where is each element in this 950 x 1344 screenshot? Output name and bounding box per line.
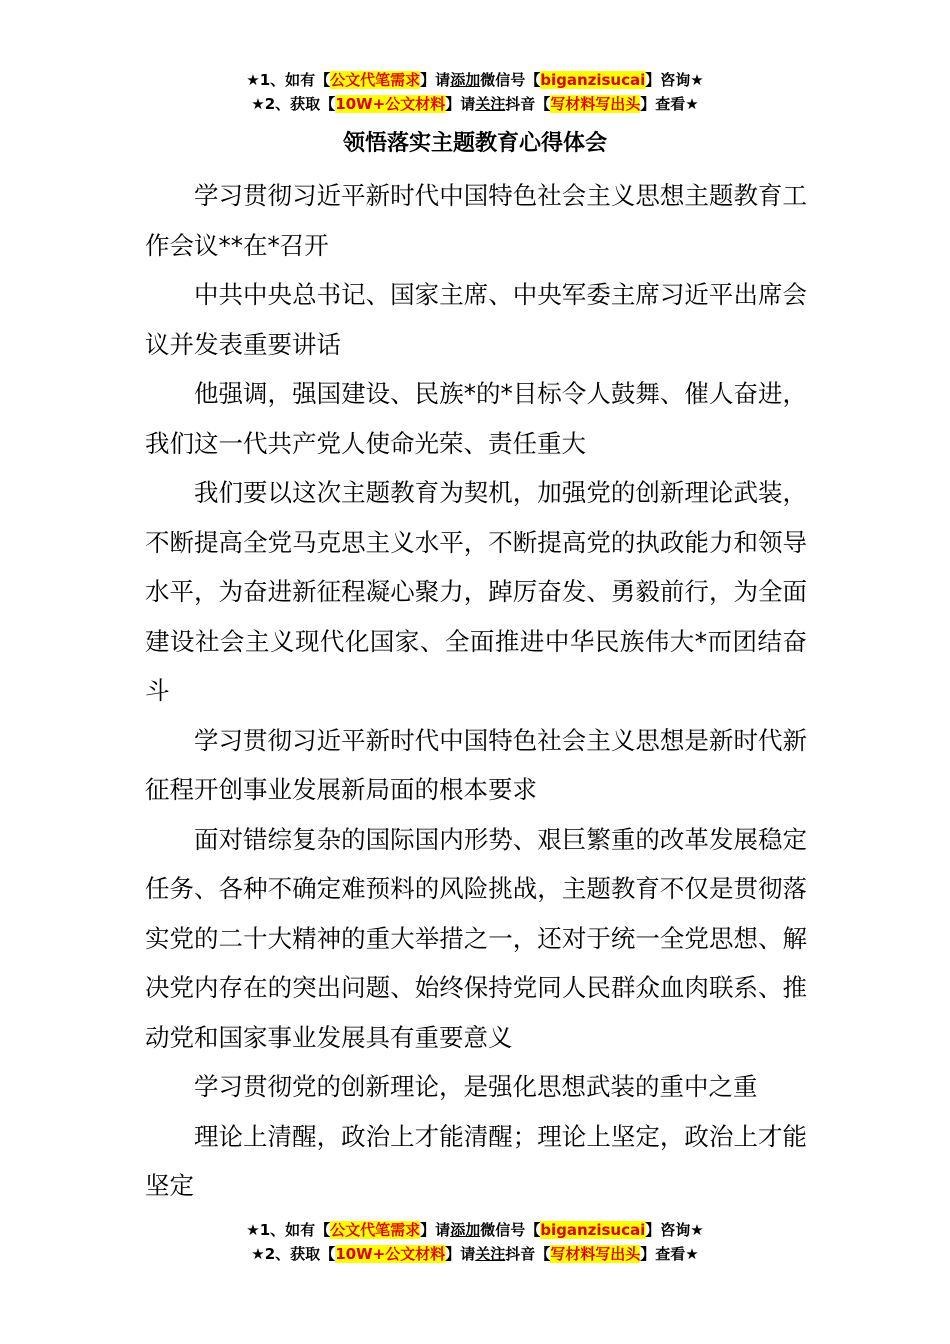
body-paragraph: 学习贯彻习近平新时代中国特色社会主义思想是新时代新征程开创事业发展新局面的根本要求 [145, 725, 807, 804]
body-paragraph: 理论上清醒，政治上才能清醒；理论上坚定，政治上才能坚定 [145, 1121, 807, 1200]
body-paragraph: 面对错综复杂的国际国内形势、艰巨繁重的改革发展稳定任务、各种不确定难预料的风险挑战，主题教育不仅是贯彻落实党的二十大精神的重大举措之一，还对于统一全党思想、解决党内存在的突出问题、始终保持党同人民群众血肉联系、推动党和国家事业发展具有重要意义 [145, 824, 807, 1052]
promo-highlight: 公文代笔需求 [330, 71, 421, 89]
document-title: 领悟落实主题教育心得体会 [342, 131, 607, 156]
douyin-account: 写材料写出头 [550, 95, 641, 113]
body-paragraph: 学习贯彻习近平新时代中国特色社会主义思想主题教育工作会议**在*召开 [145, 181, 807, 260]
wechat-id: biganzisucai [540, 1221, 646, 1239]
document-body [145, 171, 807, 1211]
header-promo-banner [0, 68, 950, 116]
promo-line-1: ★1、如有【公文代笔需求】请添加微信号【biganzisucai】咨询★ [246, 1221, 704, 1239]
douyin-account: 写材料写出头 [550, 1245, 641, 1263]
body-paragraph: 学习贯彻党的创新理论，是强化思想武装的重中之重 [194, 1072, 758, 1101]
body-paragraph: 他强调，强国建设、民族*的*目标令人鼓舞、催人奋进，我们这一代共产党人使命光荣、责任重大 [145, 379, 807, 458]
promo-line-2: ★2、获取【10W+公文材料】请关注抖音【写材料写出头】查看★ [251, 1245, 699, 1263]
promo-line-2: ★2、获取【10W+公文材料】请关注抖音【写材料写出头】查看★ [251, 95, 699, 113]
promo-line-1: ★1、如有【公文代笔需求】请添加微信号【biganzisucai】咨询★ [246, 71, 704, 89]
footer-promo-banner [0, 1218, 950, 1266]
promo-highlight: 10W+公文材料 [335, 95, 446, 113]
promo-highlight: 公文代笔需求 [330, 1221, 421, 1239]
body-paragraph: 中共中央总书记、国家主席、中央军委主席习近平出席会议并发表重要讲话 [145, 280, 807, 359]
wechat-id: biganzisucai [540, 71, 646, 89]
body-paragraph: 我们要以这次主题教育为契机，加强党的创新理论武装，不断提高全党马克思主义水平，不断提高党的执政能力和领导水平，为奋进新征程凝心聚力，踔厉奋发、勇毅前行，为全面建设社会主义现代化国家、全面推进中华民族伟大*而团结奋斗 [145, 478, 807, 705]
promo-highlight: 10W+公文材料 [335, 1245, 446, 1263]
